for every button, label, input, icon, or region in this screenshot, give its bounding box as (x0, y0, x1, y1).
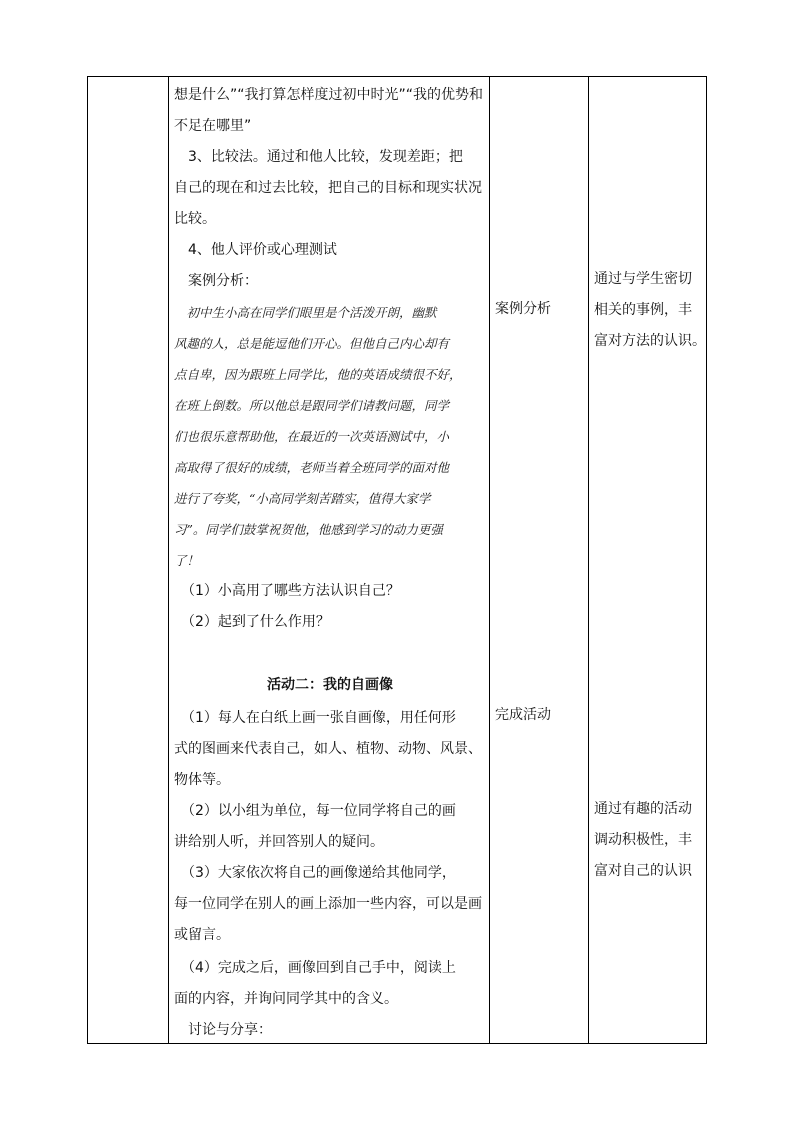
activity-line: 面的内容，并询问同学其中的含义。 (174, 991, 398, 1007)
case-line: 们也很乐意帮助他，在最近的一次英语测试中，小 (174, 429, 450, 444)
student-activity-case: 案例分析 (495, 301, 551, 317)
activity-line: 每一位同学在别人的画上添加一些内容，可以是画 (174, 896, 482, 912)
activity-line: （4）完成之后，画像回到自己手中，阅读上 (174, 960, 456, 976)
case-line: 了！ (174, 553, 200, 568)
content-line: 3、比较法。通过和他人比较，发现差距；把 (174, 149, 463, 165)
activity-line: （2）以小组为单位，每一位同学将自己的画 (174, 803, 456, 819)
case-line: 习”。同学们鼓掌祝贺他，他感到学习的动力更强 (174, 522, 443, 537)
column-divider-3 (588, 77, 589, 1043)
case-line: 在班上倒数。所以他总是跟同学们请教问题，同学 (174, 398, 450, 413)
activity-line: 讨论与分享： (174, 1022, 272, 1038)
activity-title: 活动二：我的自画像 (267, 677, 393, 693)
column-divider-1 (168, 77, 169, 1043)
case-line: 高取得了很好的成绩，老师当着全班同学的面对他 (174, 460, 450, 475)
activity-line: （1）每人在白纸上画一张自画像，用任何形 (174, 710, 456, 726)
question-line: （1）小高用了哪些方法认识自己？ (174, 583, 400, 599)
content-line: 比较。 (174, 211, 216, 227)
case-line: 进行了夸奖，“小高同学刻苦踏实，值得大家学 (174, 491, 431, 506)
column-divider-2 (489, 77, 490, 1043)
content-line: 想是什么”“我打算怎样度过初中时光”“我的优势和 (174, 87, 484, 103)
question-line: （2）起到了什么作用？ (174, 614, 330, 630)
intent-line: 调动积极性，丰 (594, 832, 692, 848)
intent-line: 通过与学生密切 (594, 271, 692, 287)
case-line: 点自卑，因为跟班上同学比，他的英语成绩很不好， (174, 367, 462, 382)
content-line: 不足在哪里” (174, 118, 252, 134)
intent-line: 富对方法的认识。 (594, 333, 706, 349)
intent-line: 通过有趣的活动 (594, 801, 692, 817)
content-line: 案例分析： (174, 273, 258, 289)
activity-line: 或留言。 (174, 927, 230, 943)
activity-line: 讲给别人听，并回答别人的疑问。 (174, 834, 384, 850)
case-line: 风趣的人，总是能逗他们开心。但他自己内心却有 (174, 336, 450, 351)
case-line: 初中生小高在同学们眼里是个活泼开朗，幽默 (174, 305, 437, 320)
activity-line: （3）大家依次将自己的画像递给其他同学， (174, 865, 456, 881)
intent-line: 相关的事例，丰 (594, 302, 692, 318)
content-line: 自己的现在和过去比较，把自己的目标和现实状况 (174, 180, 482, 196)
content-line: 4、他人评价或心理测试 (174, 242, 337, 258)
activity-line: 式的图画来代表自己，如人、植物、动物、风景、 (174, 741, 482, 757)
student-activity-complete: 完成活动 (495, 707, 551, 723)
intent-line: 富对自己的认识 (594, 863, 692, 879)
activity-line: 物体等。 (174, 772, 230, 788)
